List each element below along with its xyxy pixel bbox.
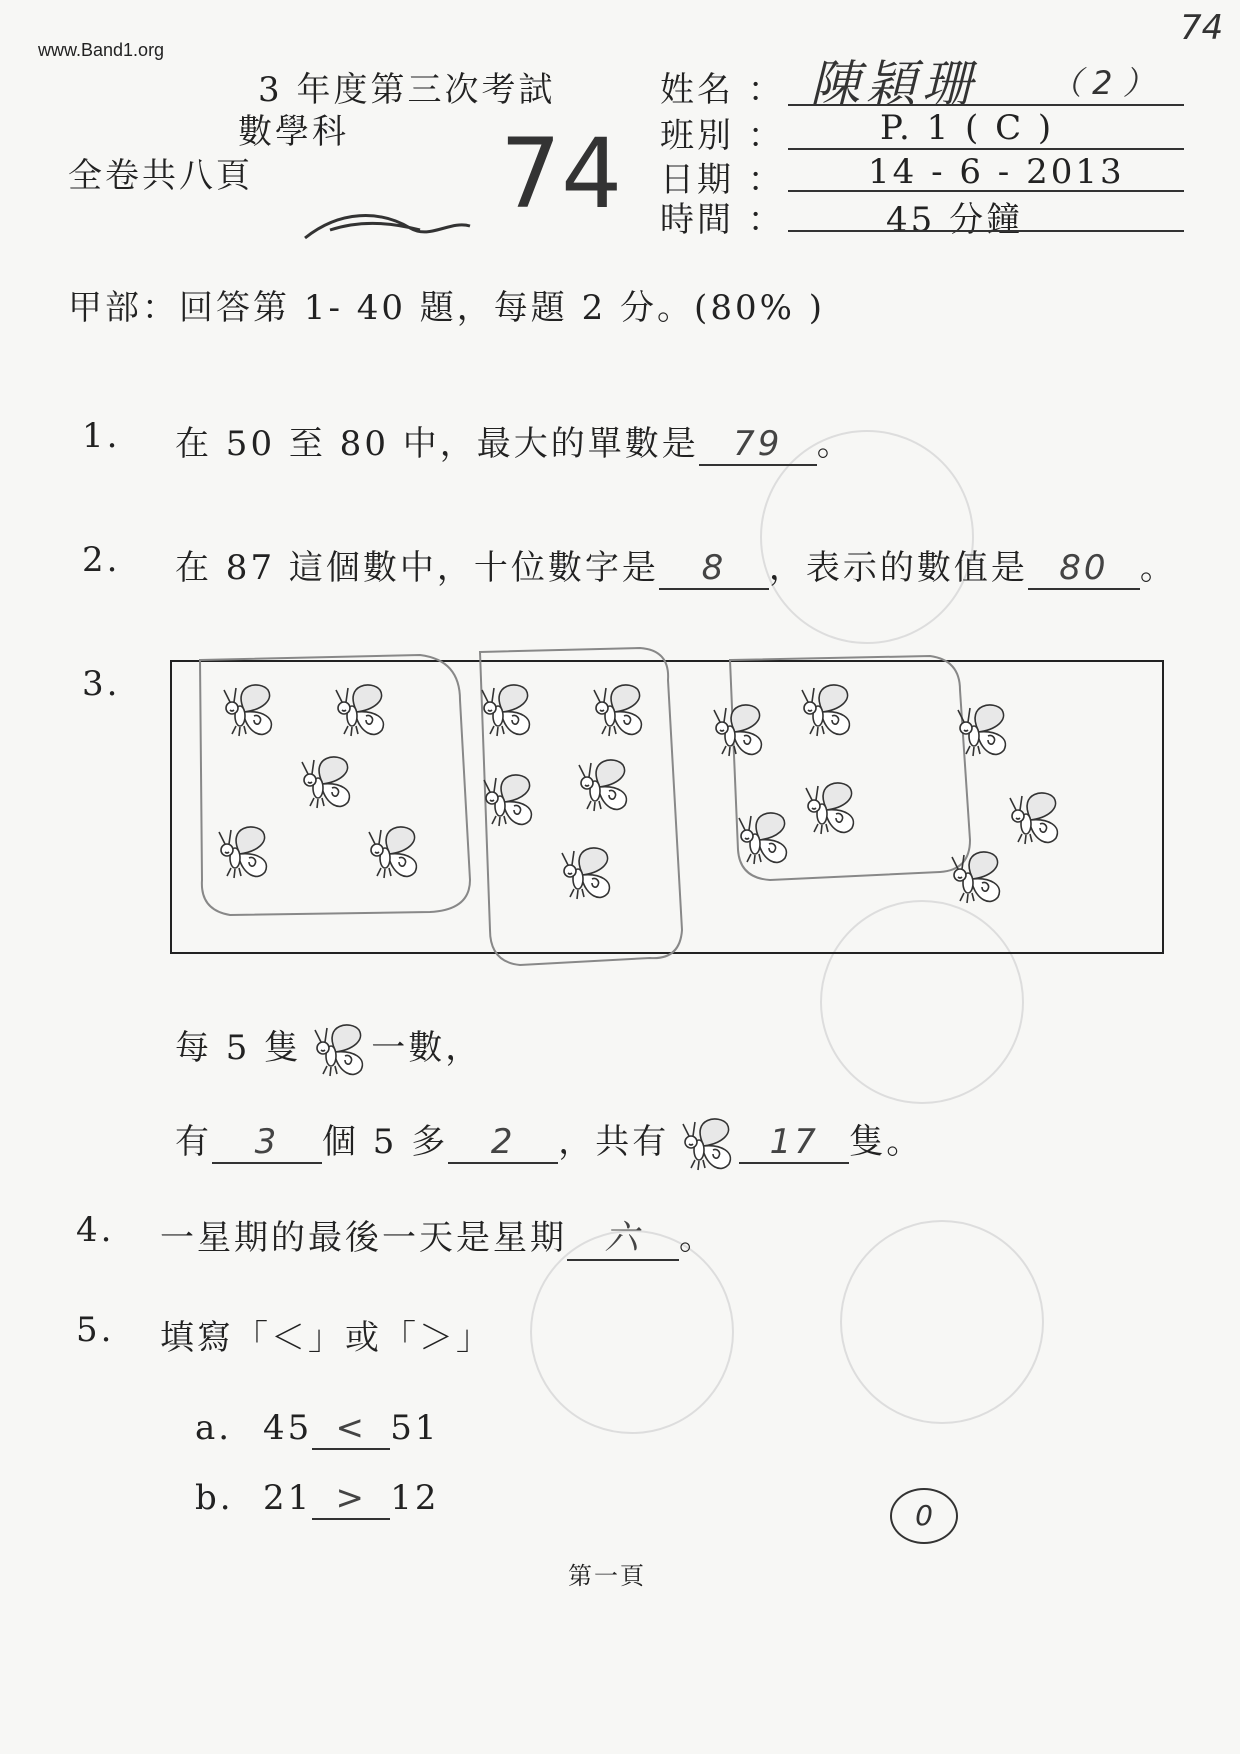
butterfly-icon [669, 1114, 739, 1174]
q2-end: 。 [1139, 548, 1177, 588]
question-1 [175, 416, 854, 466]
q5b [195, 1478, 440, 1520]
q2-answer-a[interactable]: 8 [659, 548, 769, 590]
q2-answer-b[interactable]: 80 [1028, 548, 1140, 590]
q1-number: 1. [82, 416, 121, 456]
q4-answer[interactable]: 六 [567, 1210, 679, 1261]
student-name: 陳穎珊 [810, 55, 978, 113]
section-mark-circle [890, 1488, 958, 1544]
q5b-label: b. [195, 1478, 234, 1518]
butterfly-icon [355, 822, 427, 886]
q4-number: 4. [76, 1210, 115, 1250]
page-footer: 第一頁 [568, 1562, 646, 1590]
q1-answer[interactable]: 79 [699, 424, 817, 466]
q2-number: 2. [82, 540, 121, 580]
q5-number: 5. [76, 1310, 115, 1350]
name-line [788, 104, 1184, 106]
question-2 [175, 540, 1177, 590]
butterfly-icon [996, 788, 1068, 852]
q5b-right: 12 [390, 1478, 440, 1518]
q1-end: 。 [816, 424, 854, 464]
q3-line2-c: ，共有 [558, 1122, 670, 1162]
handwritten-score: 74 [500, 118, 623, 230]
q3-answer-remainder[interactable]: 2 [448, 1122, 558, 1164]
q5b-left: 21 [263, 1478, 313, 1518]
corner-score: 74 [1180, 8, 1224, 48]
butterfly-icon [322, 680, 394, 744]
q5a-right: 51 [390, 1408, 440, 1448]
butterfly-icon [468, 680, 540, 744]
q3-answer-total[interactable]: 17 [739, 1122, 849, 1164]
butterfly-icon [700, 700, 772, 764]
watermark: www.Band1.org [38, 40, 165, 60]
class-value: P. 1 ( C ) [880, 108, 1055, 148]
time-line [788, 230, 1184, 232]
butterfly-icon [548, 843, 620, 907]
butterfly-icon [788, 680, 860, 744]
section-title: 甲部：回答第 1- 40 題，每題 2 分。(80% ) [68, 288, 825, 328]
butterfly-icon [938, 847, 1010, 911]
butterfly-icon [301, 1020, 371, 1080]
section-mark: 0 [915, 1499, 933, 1532]
q3-line2-b: 個 5 多 [322, 1122, 449, 1162]
q5b-answer[interactable]: > [312, 1478, 390, 1520]
q4-text: 一星期的最後一天是星期 [160, 1218, 567, 1258]
q3-line1-a: 每 5 隻 [175, 1028, 302, 1068]
time-label: 時間 ： [660, 200, 785, 240]
class-label: 班別 ： [660, 116, 785, 156]
class-number: （ 2 ） [1050, 64, 1155, 102]
butterfly-icon [288, 752, 360, 816]
butterfly-icon [944, 700, 1016, 764]
butterfly-icon [210, 680, 282, 744]
q2-text-a: 在 87 這個數中，十位數字是 [175, 548, 659, 588]
subject: 數學科 [238, 112, 349, 152]
page-count: 全卷共八頁 [68, 156, 253, 196]
exam-title: 3 年度第三次考試 [258, 70, 556, 110]
date-label: 日期 ： [660, 160, 785, 200]
q3-line2-d: 隻。 [849, 1122, 924, 1162]
q3-line-1 [175, 1020, 482, 1080]
time-value: 45 分鐘 [886, 200, 1024, 240]
scribble-mark [300, 200, 500, 250]
question-4 [160, 1210, 716, 1261]
q3-answer-groups[interactable]: 3 [212, 1122, 322, 1164]
q1-text: 在 50 至 80 中，最大的單數是 [175, 424, 699, 464]
butterfly-icon [580, 680, 652, 744]
name-label: 姓名 ： [660, 70, 785, 110]
q3-line-2 [175, 1114, 923, 1174]
q2-text-b: ，表示的數值是 [768, 548, 1028, 588]
q5a [195, 1408, 440, 1450]
q3-number: 3. [82, 664, 121, 704]
butterfly-icon [565, 755, 637, 819]
butterfly-icon [205, 822, 277, 886]
q5a-left: 45 [263, 1408, 313, 1448]
butterfly-icon [725, 808, 797, 872]
class-line [788, 148, 1184, 150]
q5-text: 填寫「＜」或「＞」 [160, 1318, 493, 1358]
bleed-through-clock [840, 1220, 1044, 1424]
date-value: 14 - 6 - 2013 [868, 152, 1125, 192]
butterfly-icon [792, 778, 864, 842]
q3-line1-b: 一數， [371, 1028, 483, 1068]
q5a-answer[interactable]: < [312, 1408, 390, 1450]
q5a-label: a. [195, 1408, 233, 1448]
q4-end: 。 [679, 1218, 716, 1258]
q3-line2-a: 有 [175, 1122, 212, 1162]
butterfly-icon [470, 770, 542, 834]
